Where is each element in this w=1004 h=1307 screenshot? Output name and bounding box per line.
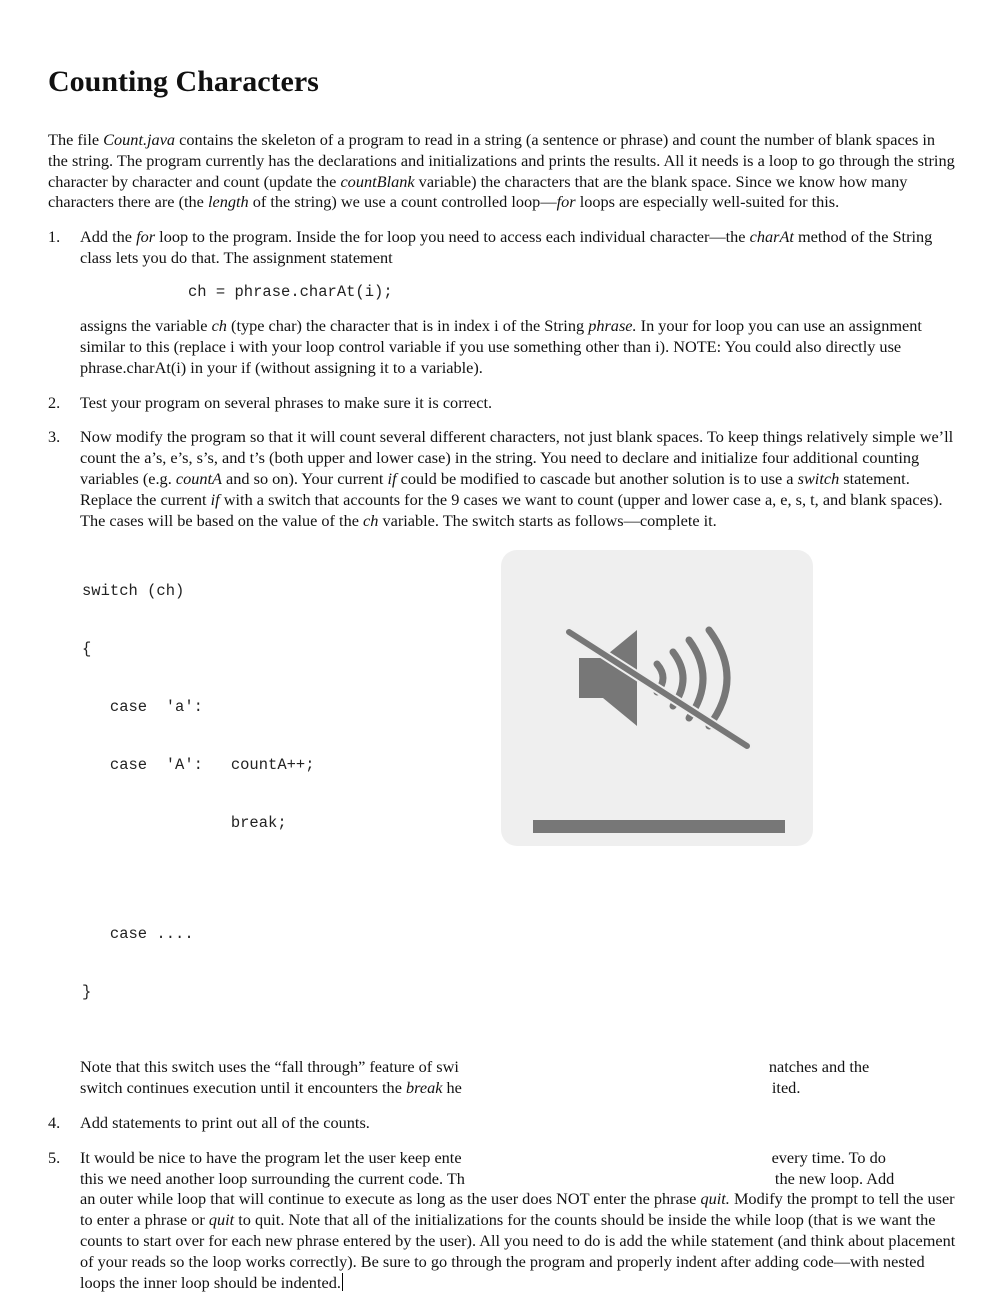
item-number: 5. [48, 1147, 61, 1167]
list-item: 3. Now modify the program so that it will count several different characters, not just blank spaces. To keep things relatively simple we’ll count the a’s, e’s, s’s, and t’s (both upper and lower case) in the string. You need to declare and initialize four additional counting variables (e.g. countA and so on). Your current if could be modified to cascade but another solution is to use a switch statement. Replace the current if with a switch that accounts for the 9 cases we want to count (upper and lower case a, e, s, t, and blank spaces). The cases will be based on the value of the ch variable. The switch starts as follows—complete it. switch (ch) { case 'a': case 'A': countA++; break; case .... } Note that this switch uses the “fall through” feature of swi natches and the switch continues execution until it encounters the break he ited. [48, 427, 958, 1099]
item-number: 2. [48, 392, 61, 412]
item-number: 4. [48, 1113, 61, 1133]
item-number: 3. [48, 427, 61, 447]
intro-paragraph: The file Count.java contains the skeleton of a program to read in a string (a sentence or phrase) and count the number of blank spaces in the string. The program currently has the declarations and initializations and prints the results. All it needs is a loop to go through the string character by character and count (update the countBlank variable) the characters that are the blank space. Since we know how many characters there are (the length of the string) we use a count controlled loop—for loops are especially well-suited for this. [48, 130, 955, 212]
list-item: 2. Test your program on several phrases to make sure it is correct. [48, 392, 493, 412]
volume-hud-overlay [501, 550, 813, 846]
code-snippet: ch = phrase.charAt(i); [188, 282, 393, 301]
item-number: 1. [48, 227, 61, 247]
list-item: 1. Add the for loop to the program. Inside the for loop you need to access each individual character—the charAt method of the String class lets you do that. The assignment statement ch = phrase.charAt(i); assigns the variable ch (type char) the character that is in index i of the String phrase. In your for loop you can use an assignment similar to this (replace i with your loop control variable if you use something other than i). NOTE: You could also directly use phrase.charAt(i) in your if (without assigning it to a variable). [48, 227, 958, 378]
volume-level-bar [533, 820, 785, 833]
list-item: 4. Add statements to print out all of the counts. [48, 1113, 370, 1133]
page-title: Counting Characters [48, 65, 319, 98]
code-block: switch (ch) { case 'a': case 'A': countA++; break; case .... } [82, 582, 315, 1002]
text-cursor [342, 1273, 343, 1291]
list-item: 5. It would be nice to have the program let the user keep ente every time. To do this we need another loop surrounding the current code. Th the new loop. Add an outer while loop that will continue to execute as long as the user does NOT enter the phrase quit. Modify the prompt to tell the user to enter a phrase or quit to quit. Note that all of the initializations for the counts should be inside the while loop (that is we want the counts to start over for each new phrase entered by the user). All you need to do is add the while statement (and think about placement of your reads so the loop works correctly). Be sure to go through the program and properly indent after adding code—with nested loops the inner loop should be indented. [48, 1147, 956, 1292]
speaker-muted-icon [561, 616, 761, 756]
